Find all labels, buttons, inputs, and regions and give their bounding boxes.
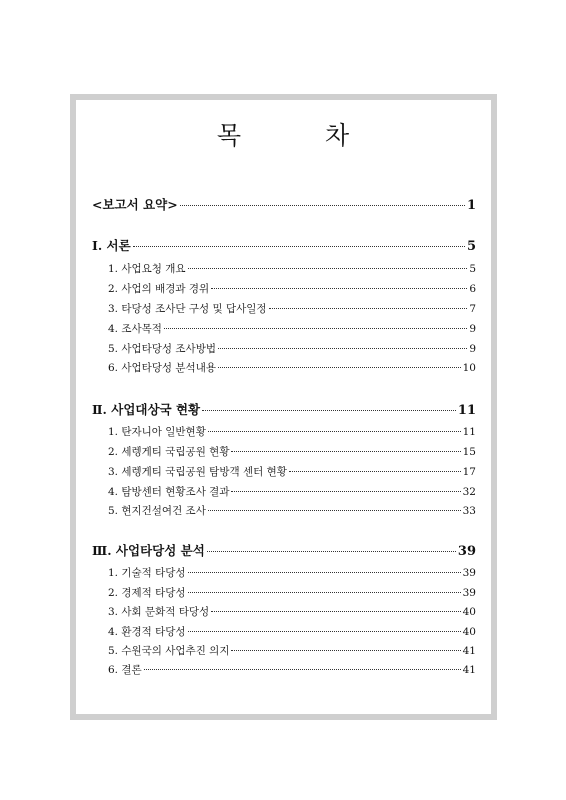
leader-dots [144, 669, 461, 670]
toc-entry[interactable] [108, 424, 476, 439]
toc-entry[interactable] [108, 321, 476, 336]
toc-entry-page: 41 [462, 664, 476, 676]
leader-dots [211, 288, 467, 289]
toc-entry-label: 1. 사업요청 개요 [108, 263, 186, 275]
page-title: 목 차 [216, 121, 388, 150]
leader-dots [231, 451, 460, 452]
toc-entry-page: 11 [462, 426, 476, 438]
leader-dots [211, 611, 460, 612]
toc-entry[interactable] [108, 301, 476, 316]
toc-entry-page: 40 [462, 626, 476, 638]
toc-summary[interactable] [92, 195, 476, 213]
leader-dots [202, 410, 456, 411]
toc-section-3[interactable] [92, 541, 476, 559]
toc-entry-page: 15 [462, 446, 476, 458]
toc-entry[interactable] [108, 643, 476, 658]
leader-dots [218, 348, 467, 349]
toc-entry-page: 6 [469, 283, 476, 295]
toc-entry[interactable] [108, 281, 476, 296]
leader-dots [218, 367, 461, 368]
toc-entry[interactable] [108, 662, 476, 677]
toc-entry-page: 33 [462, 505, 476, 517]
toc-entry-label: 4. 환경적 타당성 [108, 626, 186, 638]
toc-entry-label: 2. 세렝게티 국립공원 현황 [108, 446, 230, 458]
toc-entry-page: 39 [462, 567, 476, 579]
toc-entry-page: 39 [462, 587, 476, 599]
toc-entry-label: 3. 타당성 조사단 구성 및 답사일정 [108, 303, 267, 315]
leader-dots [207, 551, 456, 552]
toc-entry-label: 1. 기술적 타당성 [108, 567, 186, 579]
leader-dots [289, 471, 461, 472]
toc-entry-page: 5 [469, 263, 476, 275]
toc-section-label: Ⅰ. 서론 [92, 238, 131, 253]
toc-section-2[interactable] [92, 400, 476, 418]
toc-section-page: 39 [457, 544, 476, 559]
toc-entry-label: 6. 결론 [108, 664, 142, 676]
toc-entry[interactable] [108, 624, 476, 639]
toc-entry-label: 5. 수원국의 사업추진 의지 [108, 645, 230, 657]
toc-entry[interactable] [108, 565, 476, 580]
toc-section-label: Ⅲ. 사업타당성 분석 [92, 543, 205, 558]
toc-entry[interactable] [108, 261, 476, 276]
toc-entry-label: 2. 경제적 타당성 [108, 587, 186, 599]
toc-entry[interactable] [108, 484, 476, 499]
toc-entry-label: 1. 탄자니아 일반현황 [108, 426, 206, 438]
toc-entry-page: 40 [462, 606, 476, 618]
leader-dots [188, 572, 461, 573]
toc-entry[interactable] [108, 360, 476, 375]
leader-dots [269, 308, 468, 309]
leader-dots [180, 205, 465, 206]
toc-entry-label: 3. 세렝게티 국립공원 탐방객 센터 현황 [108, 466, 287, 478]
toc-entry-page: 41 [462, 645, 476, 657]
leader-dots [188, 592, 461, 593]
toc-entry-page: 32 [462, 486, 476, 498]
toc-entry-page: 9 [469, 323, 476, 335]
toc-entry-page: 1 [466, 198, 476, 213]
toc-entry-label: 5. 사업타당성 조사방법 [108, 343, 216, 355]
toc-entry[interactable] [108, 604, 476, 619]
toc-entry[interactable] [108, 503, 476, 518]
toc-entry-page: 10 [462, 362, 476, 374]
leader-dots [188, 631, 461, 632]
toc-entry-label: 6. 사업타당성 분석내용 [108, 362, 216, 374]
toc-entry-page: 9 [469, 343, 476, 355]
toc-entry-label: 3. 사회 문화적 타당성 [108, 606, 210, 618]
leader-dots [208, 431, 461, 432]
toc-entry[interactable] [108, 444, 476, 459]
leader-dots [164, 328, 467, 329]
toc-entry-label: 4. 조사목적 [108, 323, 162, 335]
toc-section-page: 5 [466, 239, 476, 254]
toc-entry-label: 4. 탐방센터 현황조사 결과 [108, 486, 230, 498]
toc-entry-label: 5. 현지건설여건 조사 [108, 505, 206, 517]
toc-entry[interactable] [108, 464, 476, 479]
leader-dots [188, 268, 468, 269]
toc-entry-label: 2. 사업의 배경과 경위 [108, 283, 210, 295]
leader-dots [231, 491, 460, 492]
leader-dots [208, 510, 461, 511]
toc-section-1[interactable] [92, 236, 476, 254]
toc-entry-page: 7 [469, 303, 476, 315]
toc-section-label: Ⅱ. 사업대상국 현황 [92, 402, 201, 417]
toc-section-page: 11 [457, 403, 476, 418]
leader-dots [231, 650, 460, 651]
toc-entry[interactable] [108, 341, 476, 356]
toc-entry-page: 17 [462, 466, 476, 478]
toc-entry[interactable] [108, 585, 476, 600]
leader-dots [133, 246, 465, 247]
toc-entry-label: <보고서 요약> [92, 197, 178, 212]
